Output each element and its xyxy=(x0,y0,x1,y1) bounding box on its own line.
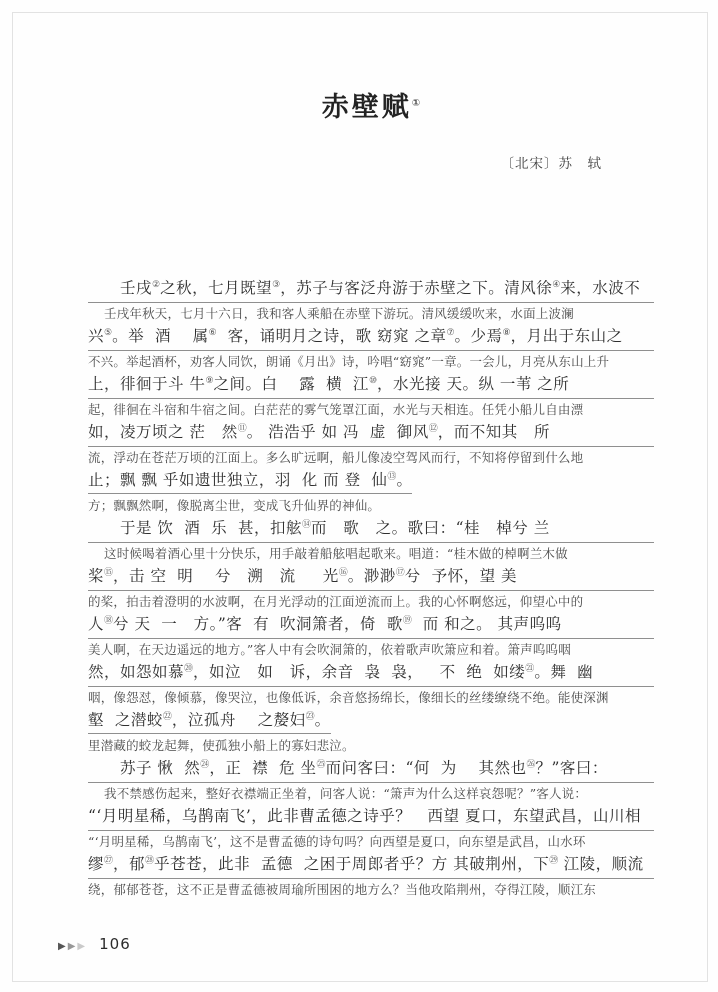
original-line-text: 然，如怨如慕⑳，如泣 如 诉，余音 袅 袅， 不 绝 如缕$^㉑$。舞 幽 xyxy=(88,663,594,681)
footnote-marker: ③ xyxy=(272,279,281,290)
footnote-marker: ㉗ xyxy=(104,855,114,866)
page-content xyxy=(88,0,654,900)
translation-line: 方；飘飘然啊，像脱离尘世，变成飞升仙界的神仙。 xyxy=(88,498,381,513)
arrow-icon: ▶ xyxy=(77,941,86,952)
translation-line: 绕，郁郁苍苍，这不正是曹孟德被周瑜所围困的地方么？当他攻陷荆州，夺得江陵，顺江东 xyxy=(88,882,597,897)
footnote-marker: ⑪ xyxy=(237,423,247,434)
footnote-marker: ④ xyxy=(552,279,561,290)
original-line-text: 于是 饮 酒 乐 甚，扣舷⑭而 歌 之。歌曰：“桂 棹兮 兰 xyxy=(120,519,550,537)
text-pair xyxy=(88,660,654,707)
text-pair xyxy=(88,276,654,323)
original-line xyxy=(88,612,654,639)
original-line xyxy=(88,852,654,879)
translation-line: 咽，像怨怼，像倾慕，像哭泣，也像低诉，余音悠扬绵长，像细长的丝缕缭绕不绝。能使深渊 xyxy=(88,690,609,705)
translation-line: 我不禁感伤起来，整好衣襟端正坐着，问客人说：“箫声为什么这样哀怨呢？”客人说： xyxy=(104,786,588,801)
page-footer xyxy=(58,934,131,953)
text-pair xyxy=(88,564,654,611)
arrow-icon: ▶ xyxy=(67,941,76,952)
original-line-text: 止；飘 飘 乎如遗世独立，羽 化 而 登 仙⑬。 xyxy=(88,470,412,494)
translation-line: 流，浮动在苍茫万顷的江面上。多么旷远啊，船儿像凌空驾风而行，不知将停留到什么地 xyxy=(88,450,584,465)
original-line-text: 苏子 愀 然$^㉔$，正 襟 危 坐$^㉕$而问客曰：“何 为 其然也$^㉖$？”客曰： xyxy=(120,759,608,777)
footnote-marker: ⑩ xyxy=(368,375,378,386)
footnote-marker: ⑮ xyxy=(104,567,114,578)
footnote-marker: ⑤ xyxy=(104,327,113,338)
original-line-text: 如，凌万顷之 茫 然⑪。 浩浩乎 如 冯 虚 御风⑫，而不知其 所 xyxy=(88,423,551,441)
footnote-marker: ⑱ xyxy=(104,615,114,626)
text-pair xyxy=(88,516,654,563)
text-pair xyxy=(88,756,654,803)
original-line xyxy=(88,468,654,495)
page-number: 106 xyxy=(99,934,131,953)
text-pair xyxy=(88,420,654,467)
footnote-marker: ① xyxy=(411,98,421,109)
footnote-marker: ㉒ xyxy=(162,711,172,722)
footnote-marker: ② xyxy=(152,279,161,290)
footnote-marker: ⑧ xyxy=(502,327,511,338)
translation-line: 里潜藏的蛟龙起舞，使孤独小船上的寡妇悲泣。 xyxy=(88,738,355,753)
footnote-marker: ⑫ xyxy=(428,423,438,434)
original-line-text: 人⑱兮 天 一 方。”客 有 吹洞箫者，倚 歌⑲ 而 和之。 其声呜呜 xyxy=(88,615,562,633)
footer-marks xyxy=(58,934,87,953)
text-pair xyxy=(88,804,654,851)
original-line xyxy=(88,804,654,831)
original-line xyxy=(88,756,654,783)
text-pair xyxy=(88,468,654,515)
original-line xyxy=(88,660,654,687)
original-line xyxy=(88,516,654,543)
footnote-marker: ⑯ xyxy=(338,567,348,578)
translation-line: 壬戌年秋天，七月十六日，我和客人乘船在赤壁下游玩。清风缓缓吹来，水面上波澜 xyxy=(104,306,574,321)
footnote-marker: ㉔ xyxy=(200,759,210,770)
footnote-marker: ⑭ xyxy=(302,519,312,530)
text-pair xyxy=(88,708,654,755)
original-line-text: 上，徘徊于斗 牛⑨之间。白 露 横 江⑩，水光接 天。纵 一苇 之所 xyxy=(88,375,570,393)
footnote-marker: ⑰ xyxy=(395,567,405,578)
translation-line: 不兴。举起酒杯，劝客人同饮，朗诵《月出》诗，吟唱“窈窕”一章。一会儿，月亮从东山上升 xyxy=(88,354,610,369)
page-title: 赤壁赋① xyxy=(321,92,421,123)
original-line xyxy=(88,276,654,303)
footnote-marker: ⑳ xyxy=(184,663,194,674)
translation-line: 起，徘徊在斗宿和牛宿之间。白茫茫的雾气笼罩江面，水光与天相连。任凭小船儿自由漂 xyxy=(88,402,584,417)
footnote-marker: ⑥ xyxy=(208,327,217,338)
footnote-marker: ⑨ xyxy=(205,375,214,386)
footnote-marker: ㉖ xyxy=(526,759,536,770)
footnote-marker: ⑦ xyxy=(446,327,455,338)
original-line-text: 兴⑤。举 酒 属⑥ 客，诵明月之诗，歌 窈窕 之章⑦。少焉⑧，月出于东山之 xyxy=(88,327,623,345)
footnote-marker: ⑬ xyxy=(387,471,397,482)
arrow-icon: ▶ xyxy=(58,941,66,952)
original-line xyxy=(88,372,654,399)
translation-line: 美人啊，在天边遥远的地方。”客人中有会吹洞箫的，依着歌声吹箫应和着。箫声呜呜咽 xyxy=(88,642,571,657)
text-body xyxy=(88,276,654,899)
footnote-marker: ㉑ xyxy=(525,663,535,674)
original-line xyxy=(88,564,654,591)
original-line xyxy=(88,324,654,351)
text-pair xyxy=(88,324,654,371)
text-pair xyxy=(88,612,654,659)
footnote-marker: ⑲ xyxy=(402,615,412,626)
original-line xyxy=(88,708,654,735)
original-line xyxy=(88,420,654,447)
footnote-marker: ㉘ xyxy=(145,855,155,866)
footnote-marker: ㉙ xyxy=(549,855,559,866)
translation-line: 这时候喝着酒心里十分快乐，用手敲着船舷唱起歌来。唱道：“桂木做的棹啊兰木做 xyxy=(104,546,568,561)
text-pair xyxy=(88,372,654,419)
text-pair xyxy=(88,852,654,899)
translation-line: “‘月明星稀，乌鹊南飞’，这不是曹孟德的诗句吗？向西望是夏口，向东望是武昌，山水环 xyxy=(88,834,586,849)
footnote-marker: ㉓ xyxy=(305,711,315,722)
original-line-text: 壑 之潜蛟$^㉒$，泣孤舟 之嫠妇$^㉓$。 xyxy=(88,710,331,734)
original-line-text: “‘月明星稀，乌鹊南飞’，此非曹孟德之诗乎？ 西望 夏口，东望武昌，山川相 xyxy=(88,807,641,825)
original-line-text: 桨⑮，击 空 明 兮 溯 流 光⑯。渺渺⑰兮 予怀，望 美 xyxy=(88,567,518,585)
translation-line: 的桨，拍击着澄明的水波啊，在月光浮动的江面逆流而上。我的心怀啊悠远，仰望心中的 xyxy=(88,594,584,609)
footnote-marker: ㉕ xyxy=(316,759,326,770)
author: 〔北宋〕苏 轼 xyxy=(500,156,602,172)
original-line-text: 缪$^㉗$，郁$^㉘$乎苍苍，此非 孟德 之困于周郎者乎？方 其破荆州，下$^㉙$ 江陵，顺流 xyxy=(88,855,644,873)
original-line-text: 壬戌②之秋，七月既望③，苏子与客泛舟游于赤壁之下。清风徐④来，水波不 xyxy=(120,279,641,297)
